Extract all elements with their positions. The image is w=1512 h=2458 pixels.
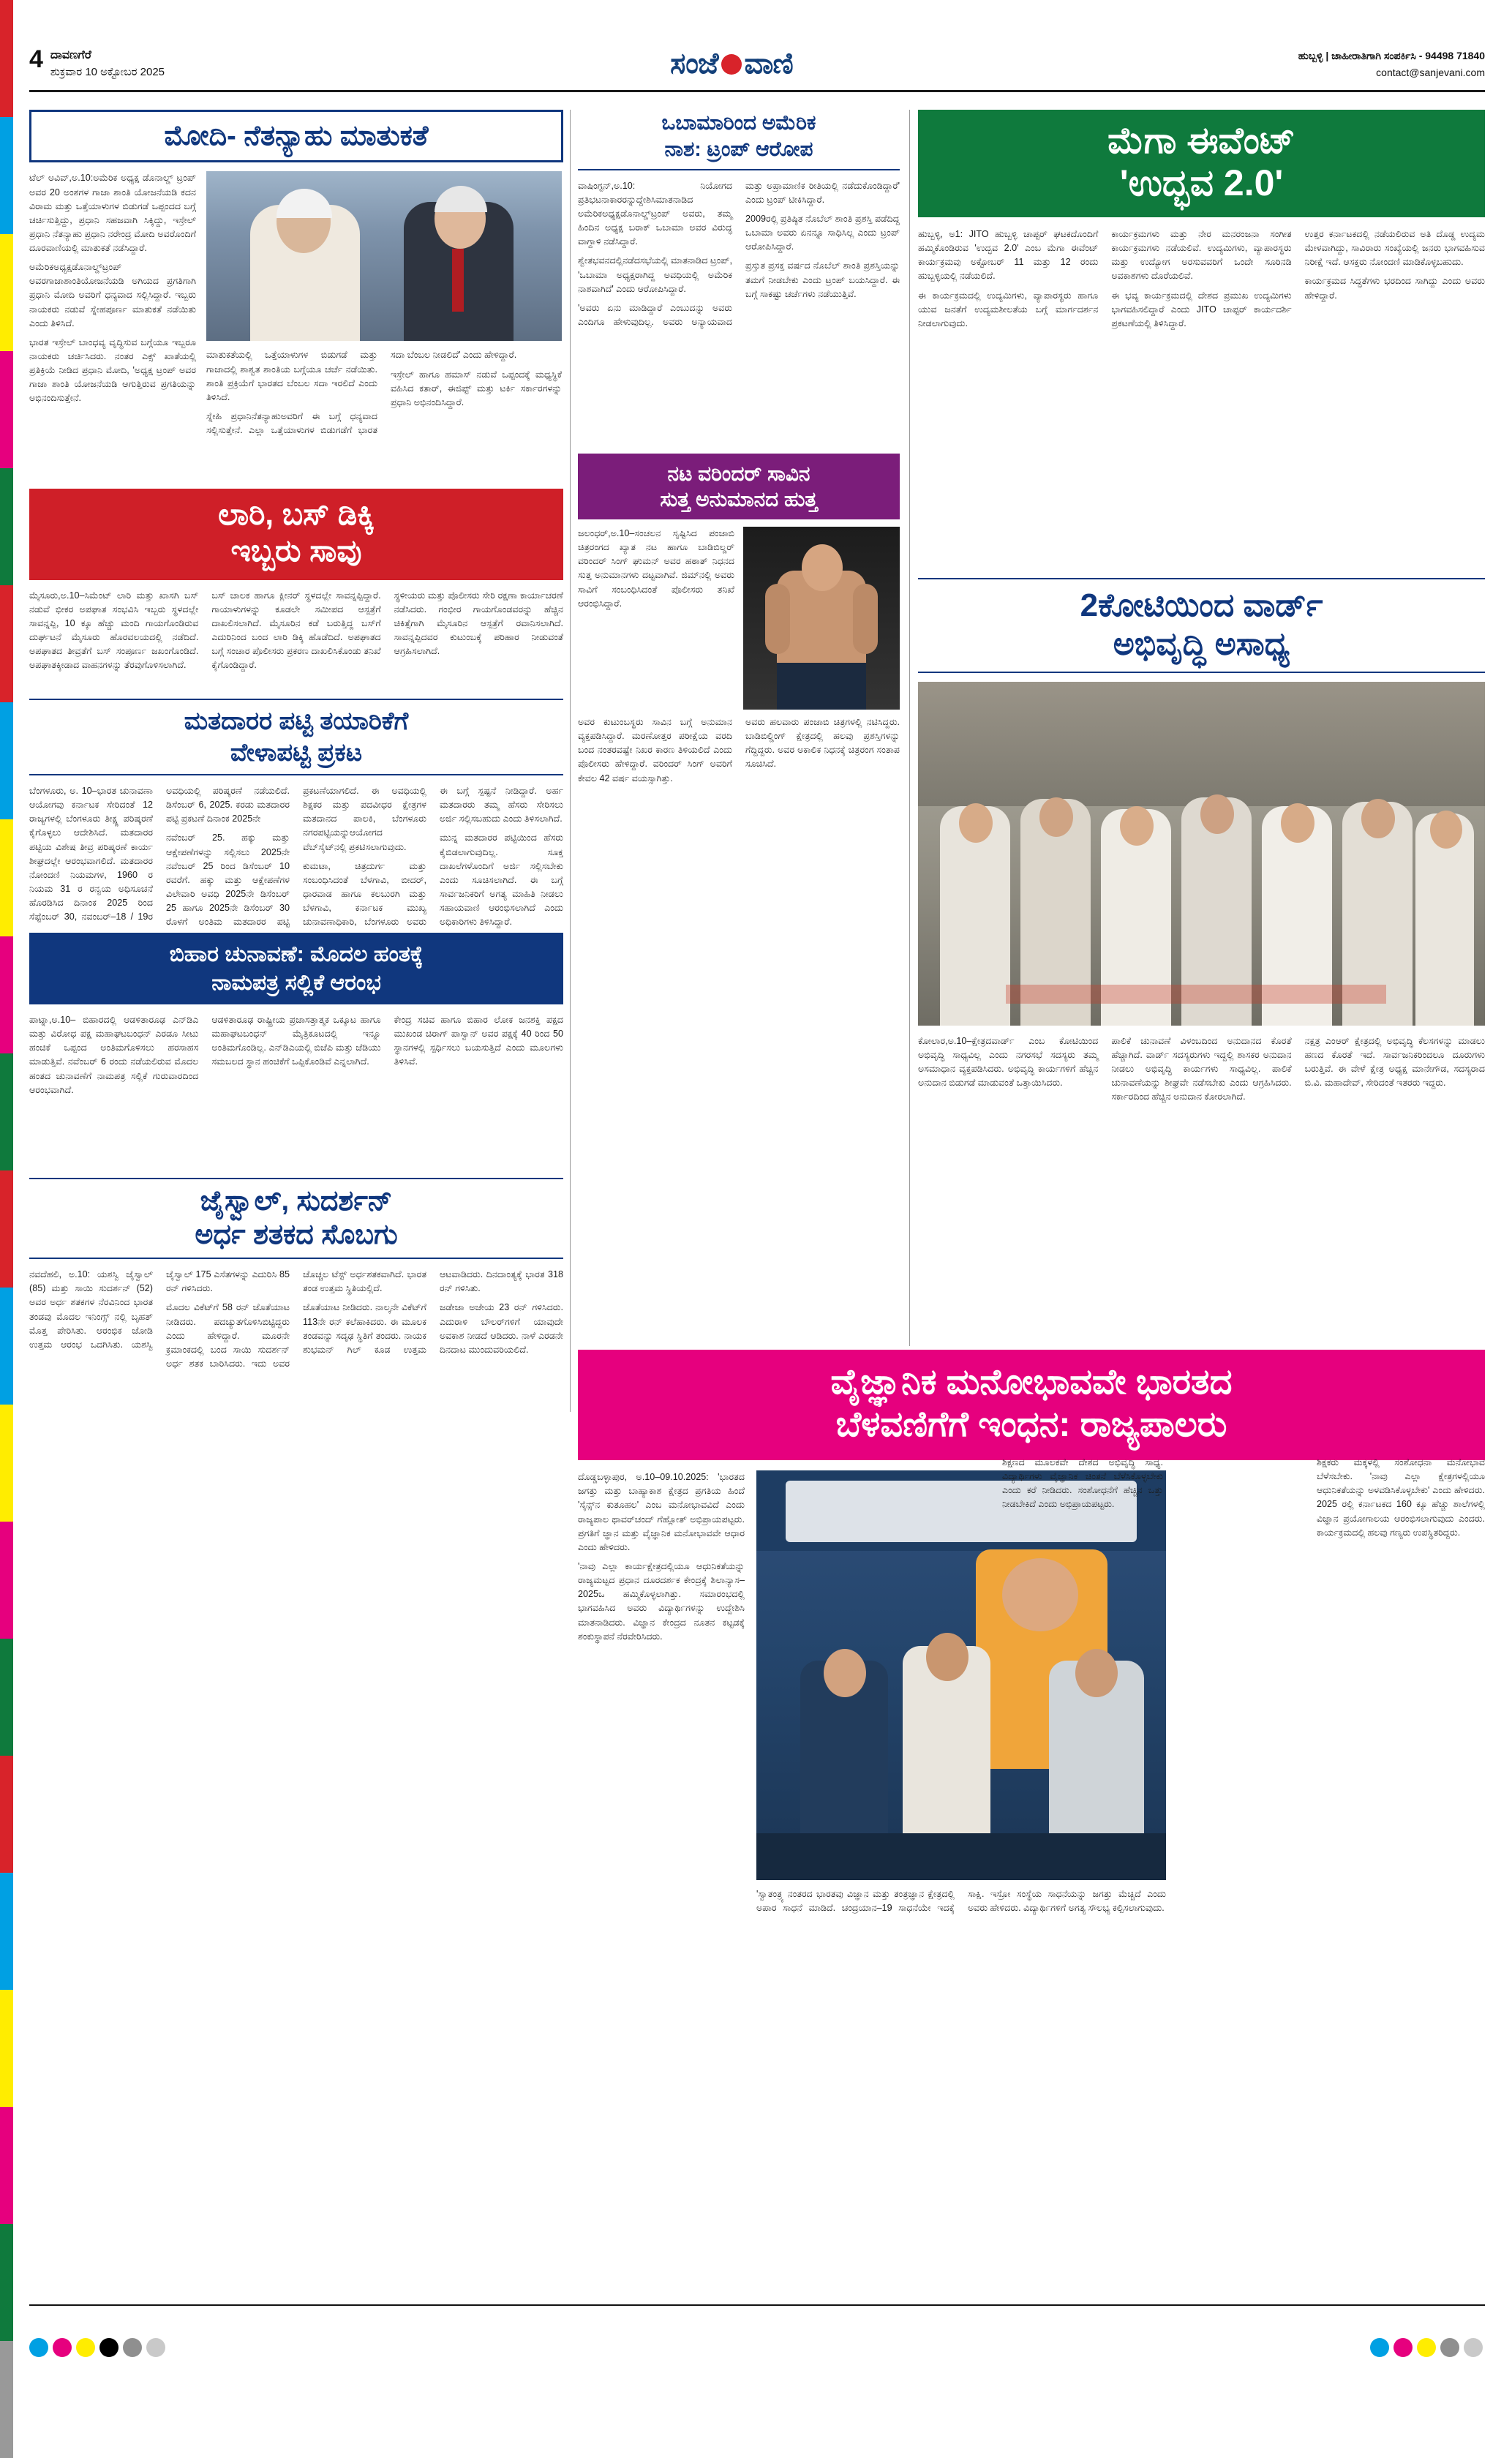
edition-place: ದಾವಣಗೆರೆ [50, 49, 91, 62]
mega-para-1: ಹುಬ್ಬಳ್ಳಿ, ಅ1: JITO ಹುಬ್ಬಳ್ಳಿ ಚಾಪ್ಟರ್ ಘಟಕದೊಂದಿಗೆ ಹಮ್ಮಿಕೊಂಡಿರುವ 'ಉದ್ಭವ 2.0' ಎಂಬ ಮೆಗಾ ಈವೆಂಟ್ ಕಾರ್ಯಕ್ರಮವು ಅಕ್ಟೋಬರ್ 11 ಮತ್ತು 12 ರಂದು ಹುಬ್ಬಳ್ಳಿಯಲ್ಲಿ ನಡೆಯಲಿದೆ. [918, 229, 1099, 282]
headline-jaiswal-line1: ಜೈಸ್ವಾಲ್, ಸುದರ್ಶನ್ [200, 1186, 393, 1217]
varinder-col-1 [578, 527, 734, 710]
photo-governor-event [756, 1470, 1166, 1880]
footer-colour-dots-right [1370, 2338, 1483, 2357]
contact-phone-line: ಹುಬ್ಬಳ್ಳಿ | ಜಾಹೀರಾತಿಗಾಗಿ ಸಂಪರ್ಕಿಸಿ - 94498 71840 [1298, 50, 1485, 62]
mega-para-4: ಈ ಭವ್ಯ ಕಾರ್ಯಕ್ರಮದಲ್ಲಿ ದೇಶದ ಪ್ರಮುಖ ಉದ್ಯಮಿಗಳು ಭಾಗವಹಿಸಲಿದ್ದಾರೆ ಎಂದು JITO ಚಾಪ್ಟರ್ ಕಾರ್ಯದರ್ಶಿ ಪ್ರಕಟಣೆಯಲ್ಲಿ ತಿಳಿಸಿದ್ದಾರೆ. [1111, 290, 1292, 328]
photo-ward-event [918, 682, 1485, 1026]
bihar-para-1: ಪಾಟ್ನಾ,ಅ.10– ಬಿಹಾರದಲ್ಲಿ ಆಡಳಿತಾರೂಢ ಎನ್‌ಡಿಎ ಮತ್ತು ವಿರೋಧ ಪಕ್ಷ ಮಹಾಘಟಬಂಧನ್ ಎರಡೂ ಸೀಟು ಹಂಚಿಕೆ ಒಪ್ಪಂದ ಅಂತಿಮಗೊಳಿಸಲು ಹರಸಾಹಸ ಮಾಡುತ್ತಿವೆ. ನವೆಂಬರ್ 6 ರಂದು ನಡೆಯಲಿರುವ ಮೊದಲ ಹಂತದ ಚುನಾವಣೆಗೆ ನಾಮಪತ್ರ ಸಲ್ಲಿಕೆ ಗುರುವಾರದಿಂದ ಆರಂಭವಾಗಿದೆ. [29, 1015, 199, 1095]
obama-para-1: ವಾಷಿಂಗ್ಟನ್,ಅ.10: ನಿಯೋಗದ ಪ್ರತಿಭಟನಾಕಾರರನ್ನುದ್ದೇಶಿಸಿಮಾತನಾಡಿದ ಅಮೆರಿಕಅಧ್ಯಕ್ಷಡೊನಾಲ್ಡ್‌ಟ್ರಂಪ್ ಅವರು, ತಮ್ಮ ಹಿಂದಿನ ಅಧ್ಯಕ್ಷ ಬರಾಕ್ ಒಬಾಮಾ ಅವರ ವಿರುದ್ಧ ವಾಗ್ದಾಳಿ ನಡೆಸಿದ್ದಾರೆ. [578, 180, 732, 247]
lorry-body [29, 589, 563, 673]
headline-obama-line2: ನಾಶ: ಟ್ರಂಪ್ ಆರೋಪ [664, 138, 813, 161]
masthead [29, 38, 1485, 92]
headline-obama-line1: ಒಬಾಮಾರಿಂದ ಅಮೆರಿಕ [661, 111, 816, 134]
science-para-3: ಶಿಕ್ಷಣದ ಮೂಲಕವೇ ದೇಶದ ಅಭಿವೃದ್ಧಿ ಸಾಧ್ಯ. ವಿದ್ಯಾರ್ಥಿಗಳು ವೈಜ್ಞಾನಿಕ ಚಿಂತನೆ ಬೆಳೆಸಿಕೊಳ್ಳಬೇಕು ಎಂದು ಕರೆ ನೀಡಿದರು. ಸಂಶೋಧನೆಗೆ ಹೆಚ್ಚಿನ ಒತ್ತು ನೀಡಬೇಕಿದೆ ಎಂದು ಅಭಿಪ್ರಾಯಪಟ್ಟರು. [1002, 1457, 1163, 1510]
headline-lorry-line2: ಇಬ್ಬರು ಸಾವು [230, 533, 362, 568]
varinder-para-2: ಅವರ ಕುಟುಂಬಸ್ಥರು ಸಾವಿನ ಬಗ್ಗೆ ಅನುಮಾನ ವ್ಯಕ್ತಪಡಿಸಿದ್ದಾರೆ. ಮರಣೋತ್ತರ ಪರೀಕ್ಷೆಯ ವರದಿ ಬಂದ ನಂತರವಷ್ಟೇ ನಿಖರ ಕಾರಣ ತಿಳಿಯಲಿದೆ ಎಂದು ಪೊಲೀಸರು ಹೇಳಿದ್ದಾರೆ. ವರಿಂದರ್ ಸಿಂಗ್ ಅವರಿಗೆ ಕೇವಲ 42 ವರ್ಷ ವಯಸ್ಸಾಗಿತ್ತು. [578, 717, 732, 783]
headline-mega-line2: 'ಉದ್ಭವ 2.0' [1119, 162, 1284, 203]
obama-para-3: 'ಅವರು ಏನು ಮಾಡಿದ್ದಾರೆ ಎಂಬುದನ್ನು ಅವರು ಎಂದಿಗೂ ಹೇಳುವುದಿಲ್ಲ. ಅವರು ಅನ್ಯಾಯವಾದ ಮತ್ತು ಅಪ್ರಾಮಾಣಿಕ ರೀತಿಯಲ್ಲಿ ನಡೆದುಕೊಂಡಿದ್ದಾರೆ' ಎಂದು ಟ್ರಂಪ್ ಟೀಕಿಸಿದ್ದಾರೆ. [578, 180, 900, 328]
voter-para-1: ಬೆಂಗಳೂರು, ಅ. 10–ಭಾರತ ಚುನಾವಣಾ ಆಯೋಗವು ಕರ್ನಾಟಕ ಸೇರಿದಂತೆ 12 ರಾಜ್ಯಗಳಲ್ಲಿ ಬೆಂಗಳೂರು ತೀಕ್ಷ್ಣ ಪರಿಷ್ಕರಣೆ ಕೈಗೊಳ್ಳಲು ಆದೇಶಿಸಿದೆ. ಮತದಾರರ ಪಟ್ಟಿಯ ವಿಶೇಷ ತೀವ್ರ ಪರಿಷ್ಕರಣೆ ಕಾರ್ಯ ಶೀಘ್ರದಲ್ಲೇ ಆರಂಭವಾಗಲಿದೆ. ಮತದಾರರ ನೋಂದಣಿ ನಿಯಮಗಳ, 1960 ರ ನಿಯಮ 31 ರ ರನ್ವಯ ಅಧಿಸೂಚನೆ ಹೊರಡಿಸಿದ ದಿನಾಂಕ 2025 ರಿಂದ ಸೆಪ್ಟೆಂಬರ್ 30, ನವಂಬರ್–18 / 19ರ ಅವಧಿಯಲ್ಲಿ ಪರಿಷ್ಕರಣೆ ನಡೆಯಲಿದೆ. ಡಿಸೆಂಬರ್ 6, 2025. ಕರಡು ಮತದಾರರ ಪಟ್ಟಿ ಪ್ರಕಟಣೆ ದಿನಾಂಕ 2025ನೇ [29, 786, 290, 922]
page-number: 4 [29, 45, 43, 74]
logo-text-1: ಸಂಜೆ [670, 48, 718, 80]
masthead-left [29, 47, 165, 81]
article-bihar-election [29, 933, 563, 1097]
mega-para-2: ಈ ಕಾರ್ಯಕ್ರಮದಲ್ಲಿ ಉದ್ಯಮಿಗಳು, ವ್ಯಾಪಾರಸ್ಥರು ಹಾಗೂ ಯುವ ಜನತೆಗೆ ಉದ್ಯಮಶೀಲತೆಯ ಬಗ್ಗೆ ಮಾರ್ಗದರ್ಶನ ನೀಡಲಾಗುವುದು. [918, 290, 1099, 328]
headline-science-line2: ಬೆಳವಣಿಗೆಗೆ ಇಂಧನ: ರಾಜ್ಯಪಾಲರು [835, 1405, 1227, 1444]
mega-event-body [918, 228, 1485, 331]
headline-modi-netanyahu: ಮೋದಿ- ನೆತನ್ಯಾಹು ಮಾತುಕತೆ [29, 110, 563, 162]
modi-columns-right [206, 348, 562, 437]
voter-para-2: ನವೆಂಬರ್ 25. ಹಕ್ಕು ಮತ್ತು ಆಕ್ಷೇಪಣೆಗಳನ್ನು ಸಲ್ಲಿಸಲು 2025ನೇ ನವೆಂಬರ್ 25 ರಿಂದ ಡಿಸೆಂಬರ್ 10 ರವರೆಗೆ. ಹಕ್ಕು ಮತ್ತು ಆಕ್ಷೇಪಣೆಗಳ ವಿಲೇವಾರಿ ಅವಧಿ 2025ನೇ ಡಿಸೆಂಬರ್ 25 ಹಾಗೂ 2025ನೇ ಡಿಸೆಂಬರ್ 30 ರೊಳಗೆ ಅಂತಿಮ ಮತದಾರರ ಪಟ್ಟಿ ಪ್ರಕಟಣೆಯಾಗಲಿದೆ. ಈ ಅವಧಿಯಲ್ಲಿ ಶಿಕ್ಷಕರ ಮತ್ತು ಪದವೀಧರ ಕ್ಷೇತ್ರಗಳ ಮತದಾನದ ಪಾಲಕಿ, ಬೆಂಗಳೂರು ನಗರಪಟ್ಟಿಯನ್ನುಆಯೋಗದ ವೆಬ್‌ಸೈಟ್‌ನಲ್ಲಿ ಪ್ರಕಟಿಸಲಾಗುವುದು. [166, 786, 426, 928]
headline-mega-line1: ಮೆಗಾ ಈವೆಂಟ್ [1107, 120, 1295, 161]
headline-ward-line2: ಅಭಿವೃದ್ಧಿ ಅಸಾಧ್ಯ [1113, 625, 1290, 662]
footer-colour-dots-left [29, 2338, 165, 2357]
voter-para-3: ಕುಮಟಾ, ಚಿತ್ರದುರ್ಗ ಮತ್ತು ಸಂಬಂಧಿಸಿದಂತೆ ಬೆಳಗಾವಿ, ಬೀದರ್, ಧಾರವಾಡ ಹಾಗೂ ಕಲಬುರಗಿ ಮತ್ತು ಬೆಳಗಾವಿ, ಕರ್ನಾಟಕ ಮುಖ್ಯ ಚುನಾವಣಾಧಿಕಾರಿ, ಬೆಂಗಳೂರು ಅವರು ಈ ಬಗ್ಗೆ ಸ್ಪಷ್ಟನೆ ನೀಡಿದ್ದಾರೆ. ಅರ್ಹ ಮತದಾರರು ತಮ್ಮ ಹೆಸರು ಸೇರಿಸಲು ಅರ್ಜಿ ಸಲ್ಲಿಸಬಹುದು ಎಂದು ತಿಳಿಸಲಾಗಿದೆ. [303, 786, 563, 928]
obama-para-5: ಪ್ರಸ್ತುತ ಪ್ರಸಕ್ತ ವರ್ಷದ ನೊಬೆಲ್ ಶಾಂತಿ ಪ್ರಶಸ್ತಿಯನ್ನು ತಮಗೆ ನೀಡಬೇಕು ಎಂದು ಟ್ರಂಪ್ ಬಯಸಿದ್ದಾರೆ. ಈ ಬಗ್ಗೆ ಸಾಕಷ್ಟು ಚರ್ಚೆಗಳು ನಡೆಯುತ್ತಿವೆ. [745, 260, 900, 299]
photo-varinder [743, 527, 900, 710]
voter-body [29, 784, 563, 929]
headline-varinder-line1: ನಟ ವರಿಂದರ್ ಸಾವಿನ [667, 462, 810, 485]
science-para-4: 'ಸ್ವಾತಂತ್ರ್ಯ ನಂತರದ ಭಾರತವು ವಿಜ್ಞಾನ ಮತ್ತು ತಂತ್ರಜ್ಞಾನ ಕ್ಷೇತ್ರದಲ್ಲಿ ಅಪಾರ ಸಾಧನೆ ಮಾಡಿದೆ. ಚಂದ್ರಯಾನ–19 ಸಾಧನೆಯೇ ಇದಕ್ಕೆ ಸಾಕ್ಷಿ. ಇಸ್ರೋ ಸಂಸ್ಥೆಯ ಸಾಧನೆಯನ್ನು ಜಗತ್ತು ಮೆಚ್ಚಿದೆ ಎಂದು ಅವರು ಹೇಳಿದರು. ವಿದ್ಯಾರ್ಥಿಗಳಿಗೆ ಅಗತ್ಯ ಸೌಲಭ್ಯ ಕಲ್ಪಿಸಲಾಗುವುದು. [756, 1889, 1166, 1914]
jaiswal-para-4: ಜಡೇಜಾ ಅಜೇಯ 23 ರನ್ ಗಳಿಸಿದರು. ಎದುರಾಳಿ ಬೌಲರ್‌ಗಳಿಗೆ ಯಾವುದೇ ಅವಕಾಶ ನೀಡದೆ ಆಡಿದರು. ನಾಳೆ ಎರಡನೇ ದಿನದಾಟ ಮುಂದುವರಿಯಲಿದೆ. [440, 1302, 563, 1355]
ward-para-1: ಕೋಲಾರ,ಅ.10–ಕ್ಷೇತ್ರದವಾರ್ಡ್ ಎಂಬ ಕೋಟಿಯಿಂದ ಅಭಿವೃದ್ಧಿ ಸಾಧ್ಯವಿಲ್ಲ ಎಂದು ನಗರಸಭೆ ಸದಸ್ಯರು ತಮ್ಮ ಅಸಮಾಧಾನ ವ್ಯಕ್ತಪಡಿಸಿದರು. ಅಭಿವೃದ್ಧಿ ಕಾರ್ಯಗಳಿಗೆ ಹೆಚ್ಚಿನ ಅನುದಾನ ಬಿಡುಗಡೆ ಮಾಡುವಂತೆ ಒತ್ತಾಯಿಸಿದರು. [918, 1035, 1099, 1089]
obama-para-4: 2009ರಲ್ಲಿ ಪ್ರತಿಷ್ಠಿತ ನೊಬೆಲ್ ಶಾಂತಿ ಪ್ರಶಸ್ತಿ ಪಡೆದಿದ್ದ ಒಬಾಮಾ ಅವರು ಏನನ್ನೂ ಸಾಧಿಸಿಲ್ಲ ಎಂದು ಟ್ರಂಪ್ ಆರೋಪಿಸಿದ್ದಾರೆ. [745, 214, 900, 252]
masthead-contact [1298, 48, 1485, 80]
science-col-1 [578, 1470, 745, 1918]
jaiswal-body [29, 1268, 563, 1371]
column-divider-1 [570, 110, 571, 1412]
jaiswal-para-2: ಮೊದಲ ವಿಕೆಟ್‌ಗೆ 58 ರನ್ ಜೊತೆಯಾಟ ನೀಡಿದರು. ಪದಚ್ಯುತಗೊಳಿಸಿಬಿಟ್ಟಿದ್ದರು ಎಂದು ಹೇಳಿದ್ದಾರೆ. ಮೂರನೇ ಕ್ರಮಾಂಕದಲ್ಲಿ ಬಂದ ಸಾಯಿ ಸುದರ್ಶನ್ ಅರ್ಧ ಶತಕ ಬಾರಿಸಿದರು. ಇದು ಅವರ ಚೊಚ್ಚಲ ಟೆಸ್ಟ್ ಅರ್ಧಶತಕವಾಗಿದೆ. ಭಾರತ ತಂಡ ಉತ್ತಮ ಸ್ಥಿತಿಯಲ್ಲಿದೆ. [166, 1269, 426, 1369]
varinder-para-1: ಜಲಂಧರ್,ಅ.10–ಸಂಚಲನ ಸೃಷ್ಟಿಸಿದ ಪಂಜಾಬಿ ಚಿತ್ರರಂಗದ ಖ್ಯಾತ ನಟ ಹಾಗೂ ಬಾಡಿಬಿಲ್ಡರ್ ವರಿಂದರ್ ಸಿಂಗ್ ಘುಮನ್ ಅವರ ಹಠಾತ್ ನಿಧನದ ಸುತ್ತ ಅನುಮಾನಗಳು ದಟ್ಟವಾಗಿವೆ. ಜಿಮ್‌ನಲ್ಲಿ ಅವರು ಸಾವಿಗೆ ಸಂಬಂಧಿಸಿದಂತೆ ಪೊಲೀಸರು ತನಿಖೆ ಆರಂಭಿಸಿದ್ದಾರೆ. [578, 528, 734, 609]
ward-para-3: ನಕ್ಷತ್ರ ಎಂಆರ್ ಕ್ಷೇತ್ರದಲ್ಲಿ ಅಭಿವೃದ್ಧಿ ಕೆಲಸಗಳನ್ನು ಮಾಡಲು ಹಣದ ಕೊರತೆ ಇದೆ. ಸಾರ್ವಜನಿಕರಿಂದಲೂ ದೂರುಗಳು ಬರುತ್ತಿವೆ. ಈ ವೇಳೆ ಕ್ಷೇತ್ರ ಅಧ್ಯಕ್ಷ ಮಾನೇಗೌಡ, ಸದಸ್ಯರಾದ ಬಿ.ವಿ. ಮಹಾದೇವ್, ಸೇರಿದಂತೆ ಇತರರು ಇದ್ದರು. [1304, 1035, 1485, 1089]
masthead-edition [50, 47, 165, 81]
science-para-1: ದೊಡ್ಡಬಳ್ಳಾಪುರ, ಅ.10–09.10.2025: 'ಭಾರತದ ಜಗತ್ತು ಮತ್ತು ಬಾಹ್ಯಾಕಾಶ ಕ್ಷೇತ್ರದ ಪ್ರಗತಿಯ ಹಿಂದೆ 'ಸೈನ್ಸ್‌ನ ಕುತೂಹಲ' ಎಂಬ ಮನೋಭಾವವಿದೆ ಎಂದು ರಾಜ್ಯಪಾಲ ಥಾವರ್‌ಚಂದ್ ಗೆಹ್ಲೋತ್ ಅಭಿಪ್ರಾಯಪಟ್ಟರು. ಪ್ರಗತಿಗೆ ಜ್ಞಾನ ಮತ್ತು ವೈಜ್ಞಾನಿಕ ಮನೋಭಾವವೇ ಆಧಾರ ಎಂದು ಹೇಳಿದರು. [578, 1472, 745, 1552]
headline-voter-line1: ಮತದಾರರ ಪಟ್ಟಿ ತಯಾರಿಕೆಗೆ [184, 707, 409, 735]
logo-text-2: ವಾಣಿ [744, 48, 793, 80]
obama-body [578, 179, 900, 329]
photo-modi-netanyahu [206, 171, 562, 341]
varinder-para-3: ಅವರು ಹಲವಾರು ಪಂಜಾಬಿ ಚಿತ್ರಗಳಲ್ಲಿ ನಟಿಸಿದ್ದರು. ಬಾಡಿಬಿಲ್ಡಿಂಗ್ ಕ್ಷೇತ್ರದಲ್ಲಿ ಹಲವು ಪ್ರಶಸ್ತಿಗಳನ್ನು ಗೆದ್ದಿದ್ದರು. ಅವರ ಅಕಾಲಿಕ ನಿಧನಕ್ಕೆ ಚಿತ್ರರಂಗ ಸಂತಾಪ ಸೂಚಿಸಿದೆ. [745, 717, 900, 770]
ward-para-2: ಪಾಲಿಕೆ ಚುನಾವಣೆ ವಿಳಂಬದಿಂದ ಅನುದಾನದ ಕೊರತೆ ಹೆಚ್ಚಾಗಿದೆ. ವಾರ್ಡ್ ಸದಸ್ಯರುಗಳು ಇದ್ದಲ್ಲಿ ಶಾಸಕರ ಅನುದಾನ ನೀಡಲು ಅಭಿವೃದ್ಧಿ ಕಾರ್ಯಗಳು ಸಾಧ್ಯವಿಲ್ಲ. ಪಾಲಿಕೆ ಚುನಾವಣೆಯನ್ನು ಶೀಘ್ರವೇ ನಡೆಸಬೇಕು ಎಂದು ಆಗ್ರಹಿಸಿದರು. ಸರ್ಕಾರದಿಂದ ಹೆಚ್ಚಿನ ಅನುದಾನ ಕೋರಲಾಗಿದೆ. [1111, 1035, 1292, 1102]
publication-logo [670, 48, 793, 80]
science-para-5: ಶಿಕ್ಷಕರು ಮಕ್ಕಳಲ್ಲಿ ಸಂಶೋಧನಾ ಮನೋಭಾವ ಬೆಳೆಸಬೇಕು. 'ನಾವು ಎಲ್ಲಾ ಕ್ಷೇತ್ರಗಳಲ್ಲಿಯೂ ಆಧುನಿಕತೆಯನ್ನು ಅಳವಡಿಸಿಕೊಳ್ಳಬೇಕು' ಎಂದು ಹೇಳಿದರು. 2025 ರಲ್ಲಿ ಕರ್ನಾಟಕದ 160 ಕ್ಕೂ ಹೆಚ್ಚು ಶಾಲೆಗಳಲ್ಲಿ ವಿಜ್ಞಾನ ಪ್ರಯೋಗಾಲಯ ಆರಂಭಿಸಲಾಗುವುದು ಎಂದರು. ಕಾರ್ಯಕ್ರಮದಲ್ಲಿ ಹಲವು ಗಣ್ಯರು ಉಪಸ್ಥಿತರಿದ್ದರು. [1317, 1457, 1485, 1538]
article-scientific-mindset [578, 1350, 1485, 1918]
science-col-5 [1317, 1456, 1485, 1545]
headline-science-line1: ವೈಜ್ಞಾನಿಕ ಮನೋಭಾವವೇ ಭಾರತದ [830, 1363, 1233, 1402]
headline-bihar-line1: ಬಿಹಾರ ಚುನಾವಣೆ: ಮೊದಲ ಹಂತಕ್ಕೆ [169, 942, 424, 966]
article-mega-event [918, 110, 1485, 331]
modi-para-6: ಇಸ್ರೇಲ್ ಹಾಗೂ ಹಮಾಸ್ ನಡುವೆ ಒಪ್ಪಂದಕ್ಕೆ ಮಧ್ಯಸ್ಥಿಕೆ ವಹಿಸಿದ ಕತಾರ್, ಈಜಿಪ್ಟ್ ಮತ್ತು ಟರ್ಕಿ ಸರ್ಕಾರಗಳನ್ನು ಪ್ರಧಾನಿ ಅಭಿನಂದಿಸಿದ್ದಾರೆ. [391, 369, 562, 407]
headline-ward-line1: 2ಕೋಟಿಯಿಂದ ವಾರ್ಡ್ [1080, 587, 1323, 623]
mega-para-5: ಉತ್ತರ ಕರ್ನಾಟಕದಲ್ಲಿ ನಡೆಯಲಿರುವ ಅತಿ ದೊಡ್ಡ ಉದ್ಯಮ ಮೇಳವಾಗಿದ್ದು, ಸಾವಿರಾರು ಸಂಖ್ಯೆಯಲ್ಲಿ ಜನರು ಭಾಗವಹಿಸುವ ನಿರೀಕ್ಷೆ ಇದೆ. ಆಸಕ್ತರು ನೋಂದಣಿ ಮಾಡಿಕೊಳ್ಳಬಹುದು. [1304, 229, 1485, 268]
modi-para-5: ಸ್ನೇಹಿ ಪ್ರಧಾನಿನೆತನ್ಯಾಹುಅವರಿಗೆ ಈ ಬಗ್ಗೆ ಧನ್ಯವಾದ ಸಲ್ಲಿಸುತ್ತೇನೆ. ಎಲ್ಲಾ ಒತ್ತೆಯಾಳುಗಳ ಬಿಡುಗಡೆಗೆ ಭಾರತ ಸದಾ ಬೆಂಬಲ ನೀಡಲಿದೆ' ಎಂದು ಹೇಳಿದ್ದಾರೆ. [206, 350, 517, 436]
mega-para-6: ಕಾರ್ಯಕ್ರಮದ ಸಿದ್ಧತೆಗಳು ಭರದಿಂದ ಸಾಗಿದ್ದು ಎಂದು ಅವರು ಹೇಳಿದ್ದಾರೆ. [1304, 276, 1485, 301]
article-voter-list [29, 699, 563, 929]
ward-body [918, 1034, 1485, 1105]
headline-voter-line2: ವೇಳಾಪಟ್ಟಿ ಪ್ರಕಟ [230, 738, 363, 767]
science-para-2: 'ನಾವು ಎಲ್ಲಾ ಕಾರ್ಯಕ್ಷೇತ್ರದಲ್ಲಿಯೂ ಆಧುನಿಕತೆಯನ್ನು ರಾಜ್ಯಮಟ್ಟದ ಪ್ರಧಾನ ದೂರದರ್ಶಕ ಕೇಂದ್ರಕ್ಕೆ ಶಿಲಾನ್ಯಾಸ–2025ಒ ಹಮ್ಮಿಕೊಳ್ಳಲಾಗಿತ್ತು. ಸಮಾರಂಭದಲ್ಲಿ ಭಾಗವಹಿಸಿದ ಅವರು ವಿದ್ಯಾರ್ಥಿಗಳನ್ನು ಉದ್ದೇಶಿಸಿ ಮಾತನಾಡಿದರು. ವಿಜ್ಞಾನ ಕೇಂದ್ರದ ನೂತನ ಕಟ್ಟಡಕ್ಕೆ ಶಂಕುಸ್ಥಾಪನೆ ನೆರವೇರಿಸಿದರು. [578, 1561, 745, 1642]
contact-email-line: contact@sanjevani.com [1376, 66, 1485, 78]
article-jaiswal-sudarshan [29, 1178, 563, 1371]
article-actor-varinder [578, 454, 900, 786]
science-col-3 [1002, 1456, 1163, 1517]
bihar-para-3: ಕೇಂದ್ರ ಸಚಿವ ಹಾಗೂ ಬಿಹಾರ ಲೋಕ ಜನಶಕ್ತಿ ಪಕ್ಷದ ಮುಖಂಡ ಚಿರಾಗ್ ಪಾಸ್ವಾನ್ ಅವರ ಪಕ್ಷಕ್ಕೆ 40 ರಿಂದ 50 ಸ್ಥಾನಗಳಲ್ಲಿ ಸ್ಪರ್ಧಿಸಲು ಬಯಸುತ್ತಿದೆ ಎಂದು ಮೂಲಗಳು ತಿಳಿಸಿವೆ. [394, 1015, 563, 1067]
modi-para-1: ಟೆಲ್ ಅವಿವ್,ಅ.10:ಅಮೆರಿಕ ಅಧ್ಯಕ್ಷ ಡೊನಾಲ್ಡ್ ಟ್ರಂಪ್ ಅವರ 20 ಅಂಶಗಳ ಗಾಜಾ ಶಾಂತಿ ಯೋಜನೆಯಡಿ ಕದನ ವಿರಾಮ ಮತ್ತು ಒತ್ತೆಯಾಳುಗಳ ಬಿಡುಗಡೆ ಒಪ್ಪಂದದ ಬಗ್ಗೆ ಚರ್ಚಿಸುತ್ತಿದ್ದು, ಪ್ರಧಾನಿ ಸಹಜವಾಗಿ ಸಿಕ್ಕಿದ್ದು, ಇಸ್ರೇಲ್ ಪ್ರಧಾನಿ ನೆತನ್ಯಾಹು ಪ್ರಧಾನಿ ನರೇಂದ್ರ ಮೋದಿ ಅವರೊಂದಿಗೆ ದೂರವಾಣಿಯಲ್ಲಿ ಮಾತುಕತೆ ನಡೆಸಿದ್ದಾರೆ. [29, 173, 196, 254]
article-ward-development [918, 578, 1485, 1104]
headline-bihar-line2: ನಾಮಪತ್ರ ಸಲ್ಲಿಕೆ ಆರಂಭ [211, 971, 381, 995]
bihar-para-2: ಆಡಳಿತಾರೂಢ ರಾಷ್ಟ್ರೀಯ ಪ್ರಜಾಸತ್ತಾತ್ಮಕ ಒಕ್ಕೂಟ ಹಾಗೂ ಮಹಾಘಟಬಂಧನ್ ಮೈತ್ರಿಕೂಟದಲ್ಲಿ ಇನ್ನೂ ಅಂತಿಮಗೊಂಡಿಲ್ಲ. ಎನ್‌ಡಿಎಯಲ್ಲಿ ಬಿಜೆಪಿ ಮತ್ತು ಜೆಡಿಯು ಸಮಬಲದ ಸ್ಥಾನ ಹಂಚಿಕೆಗೆ ಒಪ್ಪಿಕೊಂಡಿವೆ ಎನ್ನಲಾಗಿದೆ. [211, 1015, 381, 1067]
modi-para-2: ಅಮೆರಿಕಅಧ್ಯಕ್ಷಡೊನಾಲ್ಡ್‌ಟ್ರಂಪ್ ಅವರಗಾಜಾಶಾಂತಿಯೋಜನೆಯಡಿ ಅಗಿಯದ ಪ್ರಗತಿಗಾಗಿ ಪ್ರಧಾನಿ ಮೋದಿ ಅವರಿಗೆ ಧನ್ಯವಾದ ಸಲ್ಲಿಸಿದ್ದಾರೆ. ಇಬ್ಬರು ನಾಯಕರು ನಡುವೆ ಸ್ನೇಹಪೂರ್ಣ ಮಾತುಕತೆ ನಡೆಯಿತು ಎಂದು ತಿಳಿಸಿದೆ. [29, 262, 196, 328]
headline-lorry-line1: ಲಾರಿ, ಬಸ್ ಡಿಕ್ಕಿ [218, 497, 375, 531]
modi-para-4: ಮಾತುಕತೆಯಲ್ಲಿ ಒತ್ತೆಯಾಳುಗಳ ಬಿಡುಗಡೆ ಮತ್ತು ಗಾಜಾದಲ್ಲಿ ಶಾಶ್ವತ ಶಾಂತಿಯ ಬಗ್ಗೆಯೂ ಚರ್ಚೆ ನಡೆಯಿತು. ಶಾಂತಿ ಪ್ರಕ್ರಿಯೆಗೆ ಭಾರತದ ಬೆಂಬಲ ಸದಾ ಇರಲಿದೆ ಎಂದು ತಿಳಿಸಿದೆ. [206, 350, 377, 402]
headline-varinder-line2: ಸುತ್ತ ಅನುಮಾನದ ಹುತ್ತ [660, 488, 818, 511]
voter-para-4: ಮುನ್ನ ಮತದಾರರ ಪಟ್ಟಿಯಿಂದ ಹೆಸರು ಕೈಬಿಡಲಾಗುವುದಿಲ್ಲ. ಸೂಕ್ತ ದಾಖಲೆಗಳೊಂದಿಗೆ ಅರ್ಜಿ ಸಲ್ಲಿಸಬೇಕು ಎಂದು ಸೂಚಿಸಲಾಗಿದೆ. ಈ ಬಗ್ಗೆ ಸಾರ್ವಜನಿಕರಿಗೆ ಅಗತ್ಯ ಮಾಹಿತಿ ನೀಡಲು ಸಹಾಯವಾಣಿ ಆರಂಭಿಸಲಾಗಿದೆ ಎಂದು ಅಧಿಕಾರಿಗಳು ತಿಳಿಸಿದ್ದಾರೆ. [440, 833, 563, 928]
jaiswal-para-1: ನವದೆಹಲಿ, ಅ.10: ಯಶಸ್ವಿ ಜೈಸ್ವಾಲ್ (85) ಮತ್ತು ಸಾಯಿ ಸುದರ್ಶನ್ (52) ಅವರ ಅರ್ಧ ಶತಕಗಳ ನೆರವಿನಿಂದ ಭಾರತ ತಂಡವು ಮೊದಲ ಇನಿಂಗ್ಸ್ ನಲ್ಲಿ ಬೃಹತ್ ಮೊತ್ತ ಪೇರಿಸಿತು. ಆರಂಭಿಕ ಜೋಡಿ ಉತ್ತಮ ಆರಂಭ ಒದಗಿಸಿತು. ಯಶಸ್ವಿ ಜೈಸ್ವಾಲ್ 175 ಎಸೆತಗಳನ್ನು ಎದುರಿಸಿ 85 ರನ್ ಗಳಿಸಿದರು. [29, 1269, 290, 1350]
obama-para-2: ಶ್ವೇತಭವನದಲ್ಲಿನಡೆದಸಭೆಯಲ್ಲಿ ಮಾತನಾಡಿದ ಟ್ರಂಪ್, 'ಒಬಾಮಾ ಅಧ್ಯಕ್ಷರಾಗಿದ್ದ ಅವಧಿಯಲ್ಲಿ ಅಮೆರಿಕ ನಾಶವಾಗಿದೆ' ಎಂದು ಆರೋಪಿಸಿದ್ದಾರೆ. [578, 255, 732, 294]
footer-rule [29, 2304, 1485, 2306]
article-modi-netanyahu [29, 110, 563, 437]
lorry-para-1: ಮೈಸೂರು,ಅ.10–ಸಿಮೆಂಟ್ ಲಾರಿ ಮತ್ತು ಖಾಸಗಿ ಬಸ್ ನಡುವೆ ಭೀಕರ ಅಪಘಾತ ಸಂಭವಿಸಿ ಇಬ್ಬರು ಸ್ಥಳದಲ್ಲೇ ಸಾವನ್ನಪ್ಪಿ, 10 ಕ್ಕೂ ಹೆಚ್ಚು ಮಂದಿ ಗಾಯಗೊಂಡಿರುವ ದುರ್ಘಟನೆ ಮೈಸೂರು ಹೊರವಲಯದಲ್ಲಿ ನಡೆದಿದೆ. ಅಪಘಾತದ ತೀವ್ರತೆಗೆ ಬಸ್ ಸಂಪೂರ್ಣ ಜಖಂಗೊಂಡಿದೆ. ಅಪಘಾತಕ್ಕೀಡಾದ ವಾಹನಗಳನ್ನು ತೆರವುಗೊಳಿಸಲಾಗಿದೆ. [29, 590, 199, 671]
jaiswal-para-3: ಜೊತೆಯಾಟ ನೀಡಿದರು. ನಾಲ್ಕನೇ ವಿಕೆಟ್‌ಗೆ 113ನೇ ರನ್ ಕಲೆಹಾಕಿದರು. ಈ ಮೂಲಕ ತಂಡವನ್ನು ಸದೃಢ ಸ್ಥಿತಿಗೆ ತಂದರು. ನಾಯಕ ಶುಭಮನ್ ಗಿಲ್ ಕೂಡ ಉತ್ತಮ ಆಟವಾಡಿದರು. ದಿನದಾಂತ್ಯಕ್ಕೆ ಭಾರತ 318 ರನ್ ಗಳಿಸಿತು. [303, 1269, 563, 1355]
edge-colour-strip [0, 0, 13, 2376]
logo-dot-icon [721, 54, 742, 75]
science-under-photo [756, 1887, 1166, 1918]
mega-para-3: ಕಾರ್ಯಕ್ರಮಗಳು ಮತ್ತು ನೇರ ಮನರಂಜನಾ ಸಂಗೀತ ಕಾರ್ಯಕ್ರಮಗಳು ನಡೆಯಲಿವೆ. ಉದ್ಯಮಿಗಳು, ವ್ಯಾಪಾರಸ್ಥರು ಮತ್ತು ಉದ್ಯೋಗ ಅರಸುವವರಿಗೆ ಒಂದೇ ಸೂರಿನಡಿ ಅವಕಾಶಗಳು ದೊರೆಯಲಿವೆ. [1111, 229, 1292, 282]
article-lorry-bus [29, 489, 563, 673]
varinder-body-rest [578, 715, 900, 786]
modi-para-3: ಭಾರತ ಇಸ್ರೇಲ್ ಬಾಂಧವ್ಯ ವೃದ್ಧಿಸುವ ಬಗ್ಗೆಯೂ ಇಬ್ಬರೂ ನಾಯಕರು ಚರ್ಚಿಸಿದರು. ನಂತರ ಎಕ್ಸ್ ಖಾತೆಯಲ್ಲಿ ಪ್ರತಿಕ್ರಿಯೆ ನೀಡಿದ ಪ್ರಧಾನಿ ಮೋದಿ, 'ಅಧ್ಯಕ್ಷ ಟ್ರಂಪ್ ಅವರ ಗಾಜಾ ಶಾಂತಿ ಯೋಜನೆಯಡಿ ಆಗುತ್ತಿರುವ ಪ್ರಗತಿಯನ್ನು ಅಭಿನಂದಿಸುತ್ತೇನೆ. [29, 337, 196, 404]
edition-date: ಶುಕ್ರವಾರ 10 ಅಕ್ಟೋಬರ 2025 [50, 66, 165, 79]
lorry-para-3: ಸ್ಥಳೀಯರು ಮತ್ತು ಪೊಲೀಸರು ಸೇರಿ ರಕ್ಷಣಾ ಕಾರ್ಯಾಚರಣೆ ನಡೆಸಿದರು. ಗಂಭೀರ ಗಾಯಗೊಂಡವರನ್ನು ಹೆಚ್ಚಿನ ಚಿಕಿತ್ಸೆಗಾಗಿ ಮೈಸೂರಿನ ಆಸ್ಪತ್ರೆಗೆ ರವಾನಿಸಲಾಗಿದೆ. ಸಾವನ್ನಪ್ಪಿದವರ ಕುಟುಂಬಕ್ಕೆ ಪರಿಹಾರ ನೀಡುವಂತೆ ಆಗ್ರಹಿಸಲಾಗಿದೆ. [394, 590, 563, 657]
modi-column-1 [29, 171, 196, 437]
lorry-para-2: ಬಸ್ ಚಾಲಕ ಹಾಗೂ ಕ್ಲೀನರ್ ಸ್ಥಳದಲ್ಲೇ ಸಾವನ್ನಪ್ಪಿದ್ದಾರೆ. ಗಾಯಾಳುಗಳನ್ನು ಕೂಡಲೇ ಸಮೀಪದ ಆಸ್ಪತ್ರೆಗೆ ದಾಖಲಿಸಲಾಗಿದೆ. ಮೈಸೂರಿನ ಕಡೆ ಬರುತ್ತಿದ್ದ ಬಸ್‌ಗೆ ಎದುರಿನಿಂದ ಬಂದ ಲಾರಿ ಡಿಕ್ಕಿ ಹೊಡೆದಿದೆ. ಅಪಘಾತದ ಬಗ್ಗೆ ಸಂಚಾರ ಪೊಲೀಸರು ಪ್ರಕರಣ ದಾಖಲಿಸಿಕೊಂಡು ತನಿಖೆ ಕೈಗೊಂಡಿದ್ದಾರೆ. [211, 590, 381, 671]
article-obama-trump [578, 110, 900, 329]
bihar-body [29, 1013, 563, 1097]
column-divider-2 [909, 110, 910, 1346]
headline-jaiswal-line2: ಅರ್ಧ ಶತಕದ ಸೊಬಗು [195, 1219, 398, 1250]
